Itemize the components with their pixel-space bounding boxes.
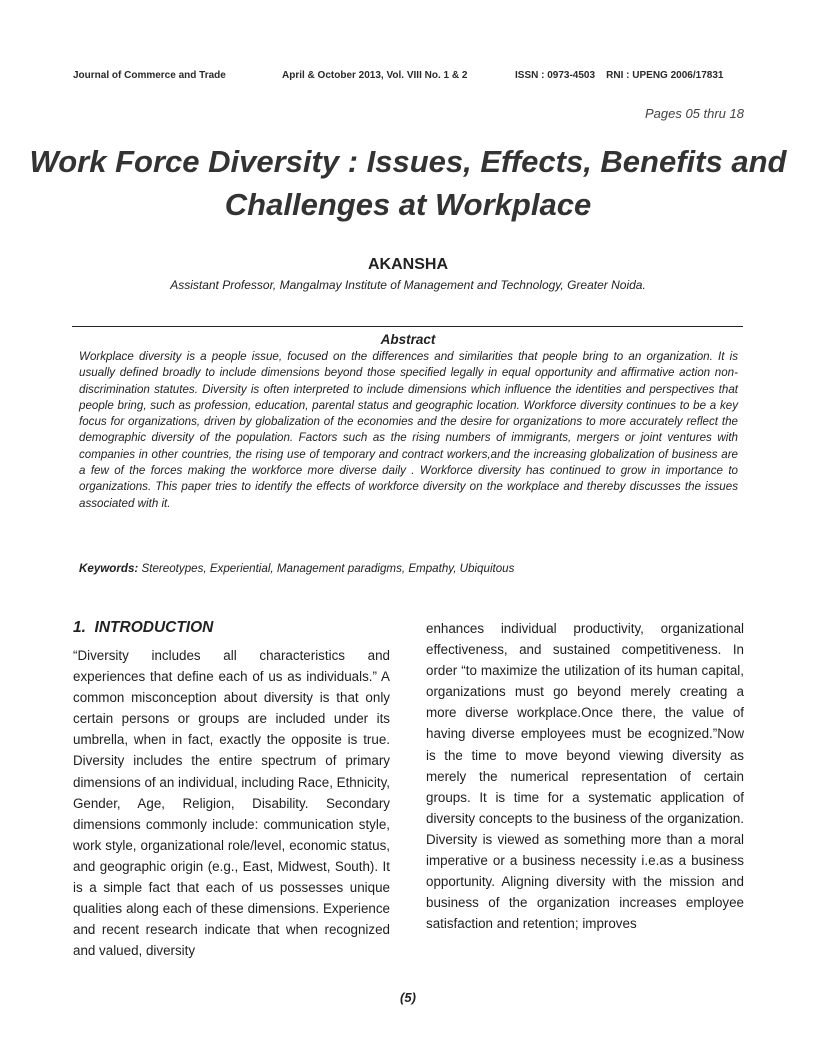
keywords-label: Keywords: [79,562,139,575]
author-name: AKANSHA [368,256,448,273]
body-column-right: enhances individual productivity, organizational effectiveness, and sustained competitiveness. In order “to maximize the utilization of its human capital, organizations must go beyond merely creating a more diverse workplace.Once there, the value of having diverse employees must be ecognized.”Now is the time to move beyond viewing diversity as merely the numerical representation of certain groups. It is time for a systematic application of diversity concepts to the business of the organization. Diversity is viewed as something more than a moral imperative or a business necessity i.e.as a business opportunity. Aligning diversity with the mission and business of the organization increases employee satisfaction and retention; improves [426,621,744,932]
page-range: Pages 05 thru 18 [644,106,744,121]
abstract-text: Workplace diversity is a people issue, focused on the differences and similarities that people bring to an organization. It is usually defined broadly to include dimensions beyond those specified legally in equal opportunity and affirmative action non-discrimination statutes. Diversity is often interpreted to include dimensions which influence the identities and perspectives that people bring, such as profession, education, parental status and geographic location. Workforce diversity continues to be a key focus for organizations, driven by globalization of the economies and the desire for organizations to more accurately reflect the demographic diversity of the population. Factors such as the rising numbers of immigrants, mergers or joint ventures with companies in other countries, the rising use of temporary and contract workers,and the increasing globalization of business are a few of the forces making the workforce more diverse daily . Workforce diversity has continued to grow in importance to organizations. This paper tries to identify the effects of workforce diversity on the workplace and thereby discusses the issues associated with it. [79,350,738,510]
running-header-journal: Journal of Commerce and Trade [73,70,226,81]
running-header-issue: April & October 2013, Vol. VIII No. 1 & 2 [282,70,468,81]
author-affiliation: Assistant Professor, Mangalmay Institute of Management and Technology, Greater Noida. [170,278,646,292]
abstract-divider [72,326,743,327]
section-heading-introduction: 1. INTRODUCTION [73,619,214,636]
running-header-issn: ISSN : 0973-4503 RNI : UPENG 2006/17831 [515,70,724,81]
page-number: (5) [400,990,416,1005]
body-column-left: “Diversity includes all characteristics and experiences that define each of us as individuals.” A common misconception about diversity is that only certain persons or groups are included under its umbrella, when in fact, exactly the opposite is true. Diversity includes the entire spectrum of primary dimensions of an individual, including Race, Ethnicity, Gender, Age, Religion, Disability. Secondary dimensions commonly include: communication style, work style, organizational role/level, economic status, and geographic origin (e.g., East, Midwest, South). It is a simple fact that each of us possesses unique qualities along each of these dimensions. Experience and recent research indicate that when recognized and valued, diversity [73,648,390,959]
paper-title: Work Force Diversity : Issues, Effects, Benefits and Challenges at Workplace [29,144,787,222]
abstract-heading: Abstract [380,332,436,347]
keywords-list: Stereotypes, Experiential, Management paradigms, Empathy, Ubiquitous [141,562,515,575]
keywords-line [79,561,738,577]
